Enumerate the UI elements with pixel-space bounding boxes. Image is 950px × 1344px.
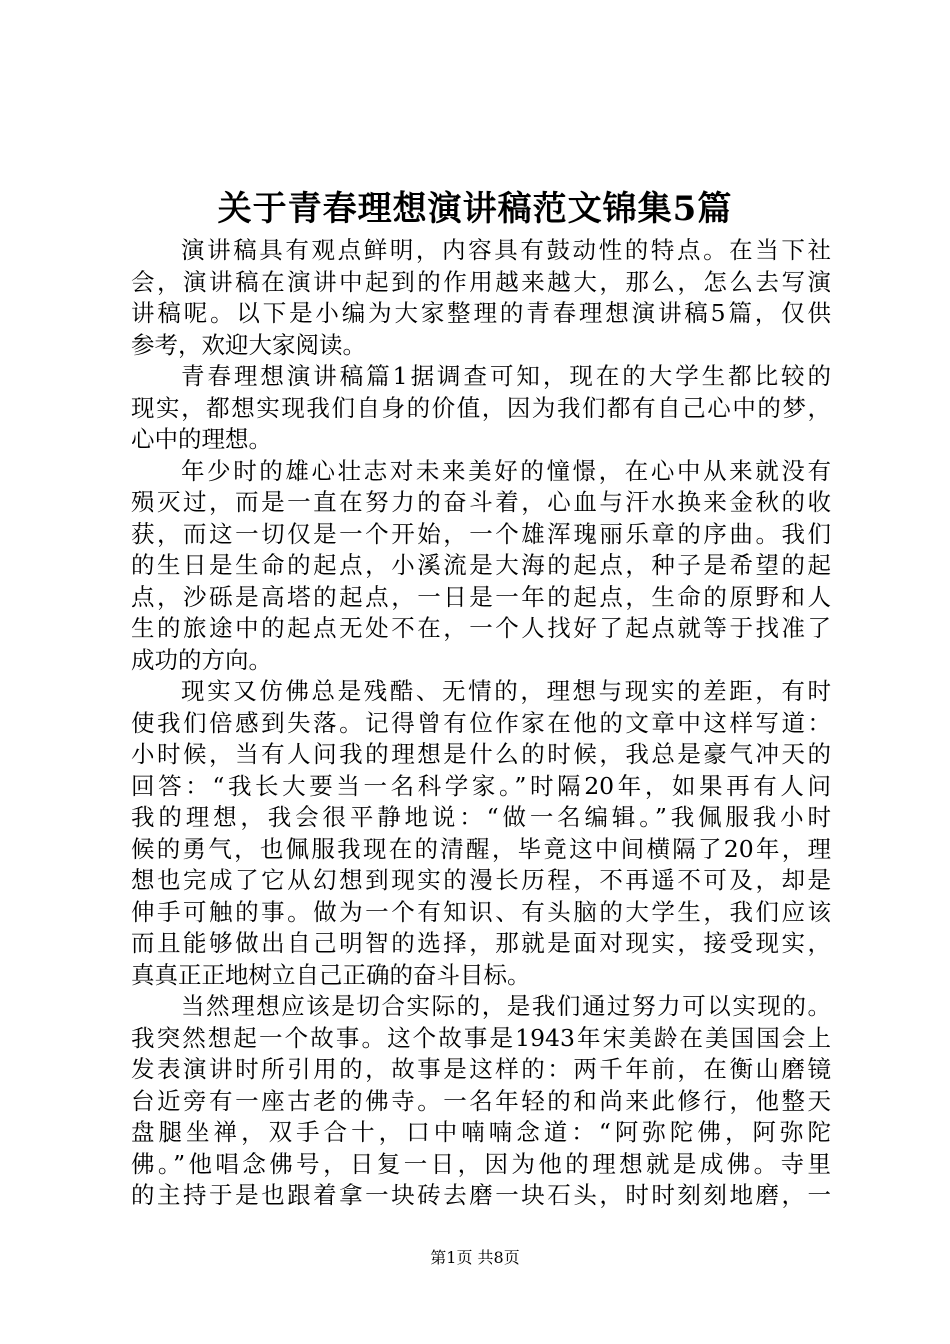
paragraph-5-line-1: 当然理想应该是切合实际的，是我们通过努力可以实现的。 bbox=[181, 992, 831, 1020]
paragraph-3-line-7: 成功的方向。 bbox=[131, 645, 272, 674]
paragraph-1-line-1: 演讲稿具有观点鲜明，内容具有鼓动性的特点。在当下社 bbox=[181, 236, 831, 264]
paragraph-4-line-1: 现实又仿佛总是残酷、无情的，理想与现实的差距，有时 bbox=[181, 677, 831, 705]
document-body bbox=[131, 235, 831, 1212]
paragraph-3-line-2: 殒灭过，而是一直在努力的奋斗着，心血与汗水换来金秋的收 bbox=[131, 488, 831, 516]
page-number-footer: 第1页 共8页 bbox=[430, 1248, 520, 1267]
paragraph-5-line-4: 台近旁有一座古老的佛寺。一名年轻的和尚来此修行，他整天 bbox=[131, 1086, 831, 1115]
paragraph-3-line-6: 生的旅途中的起点无处不在，一个人找好了起点就等于找准了 bbox=[131, 614, 831, 642]
paragraph-2-line-2: 现实，都想实现我们自身的价值，因为我们都有自己心中的梦， bbox=[131, 393, 831, 422]
paragraph-3-line-1: 年少时的雄心壮志对未来美好的憧憬，在心中从来就没有 bbox=[181, 456, 831, 485]
paragraph-5-line-7: 的主持于是也跟着拿一块砖去磨一块石头，时时刻刻地磨，一 bbox=[131, 1181, 831, 1209]
paragraph-4-line-10: 真真正正地树立自己正确的奋斗目标。 bbox=[131, 960, 531, 989]
paragraph-1-line-2: 会，演讲稿在演讲中起到的作用越来越大，那么，怎么去写演 bbox=[131, 267, 831, 296]
paragraph-4-line-7: 想也完成了它从幻想到现实的漫长历程，不再遥不可及，却是 bbox=[131, 866, 831, 894]
paragraph-3-line-5: 点，沙砾是高塔的起点，一日是一年的起点，生命的原野和人 bbox=[131, 582, 831, 611]
paragraph-5-line-2: 我突然想起一个故事。这个故事是1943年宋美龄在美国国会上 bbox=[131, 1023, 831, 1052]
paragraph-2-line-3: 心中的理想。 bbox=[131, 425, 272, 453]
document-title: 关于青春理想演讲稿范文锦集5篇 bbox=[217, 189, 733, 229]
paragraph-4-line-4: 回答：“我长大要当一名科学家。”时隔20年，如果再有人问 bbox=[131, 771, 831, 800]
paragraph-3-line-3: 获，而这一切仅是一个开始，一个雄浑瑰丽乐章的序曲。我们 bbox=[131, 519, 831, 548]
paragraph-5-line-6: 佛。”他唱念佛号，日复一日，因为他的理想就是成佛。寺里 bbox=[131, 1149, 831, 1178]
paragraph-4-line-6: 候的勇气，也佩服我现在的清醒，毕竟这中间横隔了20年，理 bbox=[131, 834, 831, 863]
paragraph-1-line-3: 讲稿呢。以下是小编为大家整理的青春理想演讲稿5篇，仅供 bbox=[131, 299, 831, 327]
paragraph-4-line-2: 使我们倍感到失落。记得曾有位作家在他的文章中这样写道： bbox=[131, 708, 831, 737]
paragraph-4-line-9: 而且能够做出自己明智的选择，那就是面对现实，接受现实， bbox=[131, 929, 831, 957]
paragraph-1-line-4: 参考，欢迎大家阅读。 bbox=[131, 330, 366, 359]
paragraph-5-line-5: 盘腿坐禅，双手合十，口中喃喃念道：“阿弥陀佛，阿弥陀 bbox=[131, 1118, 831, 1146]
paragraph-3-line-4: 的生日是生命的起点，小溪流是大海的起点，种子是希望的起 bbox=[131, 551, 831, 579]
paragraph-2-line-1: 青春理想演讲稿篇1据调查可知，现在的大学生都比较的 bbox=[181, 362, 831, 390]
paragraph-4-line-8: 伸手可触的事。做为一个有知识、有头脑的大学生，我们应该 bbox=[131, 897, 831, 926]
paragraph-4-line-3: 小时候，当有人问我的理想是什么的时候，我总是豪气冲天的 bbox=[131, 740, 831, 768]
paragraph-4-line-5: 我的理想，我会很平静地说：“做一名编辑。”我佩服我小时 bbox=[131, 803, 831, 831]
paragraph-5-line-3: 发表演讲时所引用的，故事是这样的：两千年前，在衡山磨镜 bbox=[131, 1055, 831, 1083]
